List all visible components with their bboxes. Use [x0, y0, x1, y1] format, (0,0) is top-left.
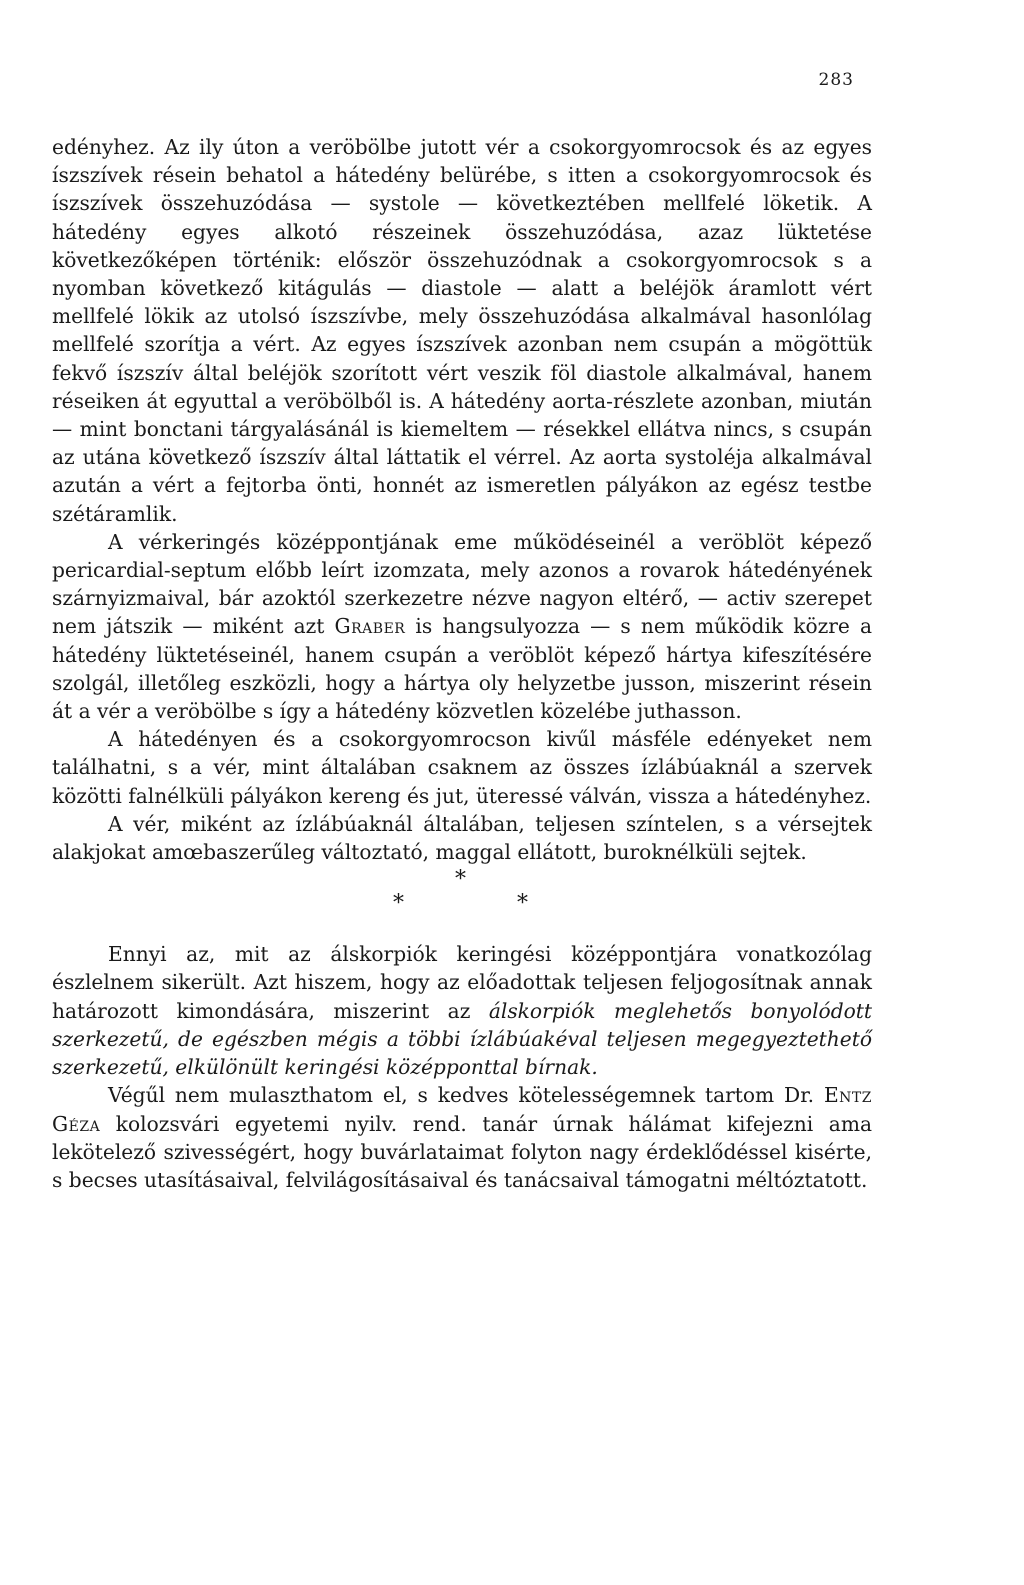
- paragraph: [52, 940, 872, 1081]
- separator-star: *: [455, 867, 466, 893]
- text-run: Ennyi az, mit az álskorpiók keringési középpontjára vonatkozólag észlelnem sikerült. Azt hiszem, hogy az előadottak teljesen feljogosítnak annak határozott kimondására, miszerint az: [52, 942, 872, 1023]
- page-number: 283: [818, 70, 854, 90]
- paragraph: [52, 528, 872, 725]
- author-name: Entz Géza: [52, 1083, 872, 1136]
- text-run: A vér, miként az ízlábúaknál általában, teljesen színtelen, s a vérsejtek alakjokat amœbaszerűleg változtató, maggal ellátott, buroknélküli sejtek.: [52, 811, 872, 865]
- text-run: Végűl nem mulaszthatom el, s kedves kötelességemnek tartom Dr.: [108, 1083, 824, 1108]
- section-separator: [52, 866, 872, 928]
- separator-star: *: [393, 891, 404, 917]
- separator-star: *: [517, 891, 528, 917]
- main-paragraphs: [52, 133, 872, 866]
- text-run: is hangsulyozza — s nem működik közre a hátedény lüktetéseinél, hanem csupán a veröblöt képező hártya kifeszítésére szolgál, illetőleg eszközli, hogy a hártya oly helyzetbe jusson, miszerint résein át a vér a veröbölbe s így a hátedény közvetlen közelébe juthasson.: [52, 614, 872, 724]
- paragraph: [52, 1081, 872, 1194]
- text-run: A hátedényen és a csokorgyomrocson kivűl másféle edényeket nem találhatni, s a vér, mint általában csaknem az összes ízlábúaknál a szervek közötti falnélküli pályákon kereng és jut, üteressé válván, vissza a hátedényhez.: [52, 727, 872, 808]
- text-run: kolozsvári egyetemi nyilv. rend. tanár úrnak hálámat kifejezni ama lekötelező szivességért, hogy buvárlataimat folyton nagy érdeklődéssel kisérte, s becses utasításaival, felvilágosításaival és tanácsaival támogatni méltóztatott.: [52, 1111, 872, 1192]
- paragraph: [52, 725, 872, 810]
- emphasized-text: álskorpiók meglehetős bonyolódott szerkezetű, de egészben mégis a többi ízlábúakéval teljesen megegyeztethető szerkezetű, elkülönült keringési középponttal bírnak.: [52, 998, 872, 1080]
- text-run: edényhez. Az ily úton a veröbölbe jutott vér a csokorgyomrocsok és az egyes íszszívek résein behatol a hátedény belürébe, s itten a csokorgyomrocsok és íszszívek összehuzódása — systole — következtében mellfelé löketik. A hátedény egyes alkotó részeinek összehuzódása, azaz lüktetése következőképen történik: először összehuzódnak a csokorgyomrocsok s a nyomban következő kitágulás — diastole — alatt a beléjök áramlott vért mellfelé lökik az utolsó íszszívbe, mely összehuzódása alkalmával hasonlólag mellfelé szorítja a vért. Az egyes íszszívek azonban nem csupán a mögöttük fekvő íszszív által beléjök szorított vért veszik föl diastole alkalmával, hanem réseiken át egyuttal a veröbölből is. A hátedény aorta-részlete azonban, miután — mint bonctani tárgyalásánál is kiemeltem — résekkel ellátva nincs, s csupán az utána következő íszszív által láttatik el vérrel. Az aorta systoléja alkalmával azután a vért a fejtorba önti, honnét az ismeretlen pályákon az egész testbe szétáramlik.: [52, 135, 872, 526]
- body-text: [52, 133, 872, 1194]
- closing-paragraphs: [52, 940, 872, 1194]
- paragraph: [52, 133, 872, 528]
- paragraph: [52, 810, 872, 866]
- text-run: A vérkeringés középpontjának eme működéseinél a veröblöt képező pericardial-septum előbb leírt izomzata, mely azonos a rovarok hátedényének szárnyizmaival, bár azoktól szerkezetre nézve nagyon eltérő, — activ szerepet nem játszik — miként azt: [52, 529, 872, 639]
- author-name: Graber: [334, 614, 406, 639]
